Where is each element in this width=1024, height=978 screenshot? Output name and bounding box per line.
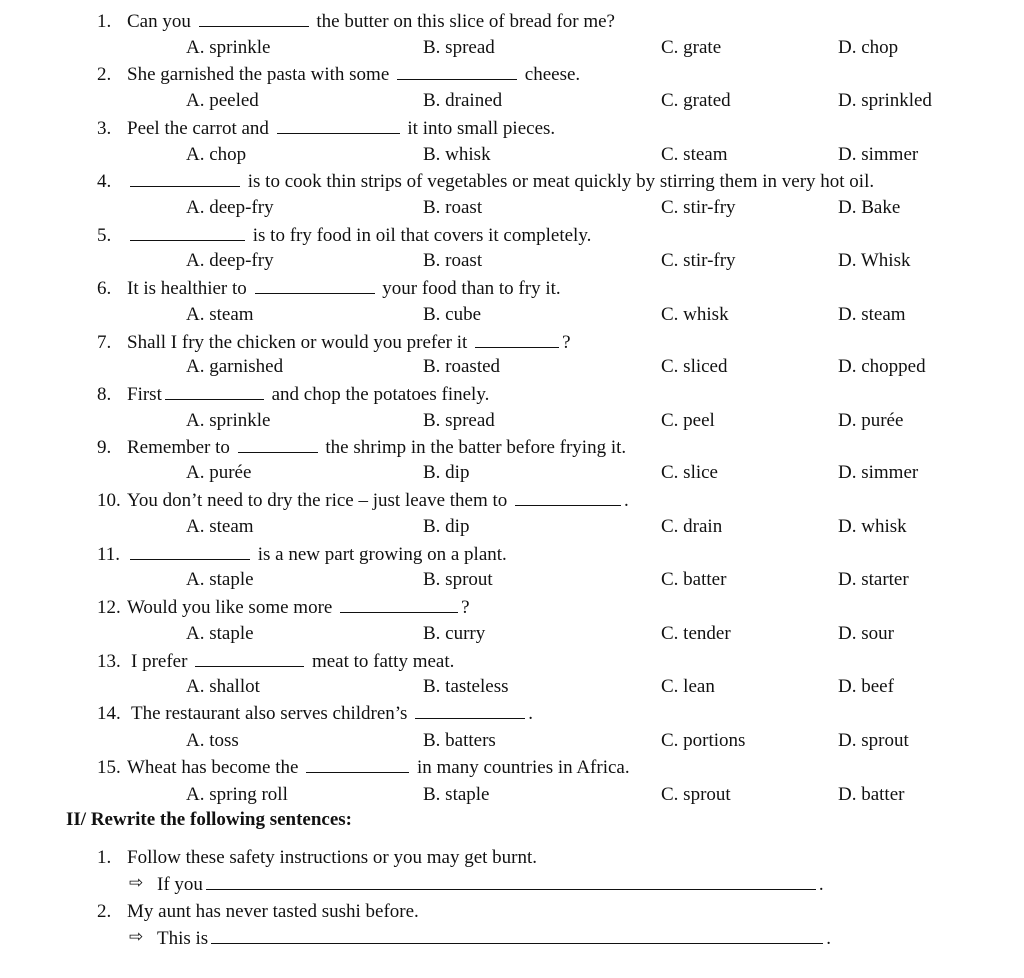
answer-blank[interactable] — [130, 226, 245, 241]
question-number: 8. — [97, 384, 112, 405]
option-a[interactable]: A. staple — [186, 569, 254, 590]
question-number: 6. — [97, 278, 112, 299]
question-text — [127, 279, 561, 298]
option-a[interactable]: A. staple — [186, 623, 254, 644]
option-a[interactable]: A. purée — [186, 462, 252, 483]
question-text-after: in many countries in Africa. — [412, 757, 630, 778]
option-c[interactable]: C. grate — [661, 37, 722, 58]
option-a[interactable]: A. toss — [186, 730, 239, 751]
answer-blank[interactable] — [211, 929, 823, 944]
option-b[interactable]: B. whisk — [423, 144, 491, 165]
question-text — [127, 545, 507, 564]
option-b[interactable]: B. spread — [423, 410, 495, 431]
option-c[interactable]: C. peel — [661, 410, 715, 431]
question-text-before: Peel the carrot and — [127, 118, 274, 139]
question-number: 12. — [97, 597, 121, 618]
option-d[interactable]: D. Bake — [838, 197, 901, 218]
option-b[interactable]: B. cube — [423, 304, 482, 325]
answer-blank[interactable] — [206, 875, 816, 890]
rewrite-number: 1. — [97, 847, 112, 868]
option-d[interactable]: D. sprinkled — [838, 90, 932, 111]
question-text-before: Remember to — [127, 437, 235, 458]
option-c[interactable]: C. stir-fry — [661, 250, 736, 271]
answer-blank[interactable] — [199, 12, 309, 27]
answer-blank[interactable] — [415, 704, 525, 719]
question-text-after: your food than to fry it. — [377, 278, 561, 299]
question-text-after: the shrimp in the batter before frying it. — [320, 437, 627, 458]
question-text-before: Would you like some more — [127, 597, 338, 618]
question-number: 13. — [97, 651, 121, 672]
option-c[interactable]: C. drain — [661, 516, 723, 537]
option-c[interactable]: C. grated — [661, 90, 731, 111]
question-number: 4. — [97, 171, 112, 192]
question-text-after: ? — [461, 597, 470, 618]
option-b[interactable]: B. tasteless — [423, 676, 509, 697]
option-c[interactable]: C. sliced — [661, 356, 728, 377]
question-text-after: . — [528, 703, 533, 724]
answer-blank[interactable] — [340, 598, 458, 613]
option-b[interactable]: B. drained — [423, 90, 503, 111]
question-text-before: Shall I fry the chicken or would you prefer it — [127, 332, 473, 353]
question-text-after: is to fry food in oil that covers it completely. — [248, 225, 592, 246]
question-number: 3. — [97, 118, 112, 139]
option-d[interactable]: D. whisk — [838, 516, 907, 537]
rewrite-number: 2. — [97, 901, 112, 922]
option-b[interactable]: B. roast — [423, 250, 483, 271]
option-a[interactable]: A. spring roll — [186, 784, 288, 805]
answer-blank[interactable] — [195, 652, 304, 667]
question-text-after: ? — [562, 332, 571, 353]
rewrite-answer — [157, 875, 824, 894]
question-text-before: She garnished the pasta with some — [127, 64, 395, 85]
answer-blank[interactable] — [238, 438, 318, 453]
question-text-after: cheese. — [520, 64, 581, 85]
option-d[interactable]: D. simmer — [838, 462, 919, 483]
option-a[interactable]: A. steam — [186, 516, 254, 537]
question-number: 7. — [97, 332, 112, 353]
answer-blank[interactable] — [130, 172, 240, 187]
question-number: 2. — [97, 64, 112, 85]
option-a[interactable]: A. shallot — [186, 676, 260, 697]
option-a[interactable]: A. deep-fry — [186, 250, 274, 271]
option-d[interactable]: D. purée — [838, 410, 904, 431]
option-c[interactable]: C. batter — [661, 569, 727, 590]
right-arrow-icon: ⇨ — [129, 873, 144, 893]
question-text-after: the butter on this slice of bread for me? — [311, 11, 615, 32]
question-text-after: meat to fatty meat. — [307, 651, 455, 672]
option-c[interactable]: C. stir-fry — [661, 197, 736, 218]
option-b[interactable]: B. dip — [423, 462, 470, 483]
option-d[interactable]: D. simmer — [838, 144, 919, 165]
option-a[interactable]: A. peeled — [186, 90, 259, 111]
option-d[interactable]: D. sour — [838, 623, 894, 644]
rewrite-end: . — [818, 874, 824, 895]
question-text-after: and chop the potatoes finely. — [266, 384, 490, 405]
option-c[interactable]: C. tender — [661, 623, 731, 644]
question-text — [127, 385, 489, 404]
rewrite-answer — [157, 929, 831, 948]
option-d[interactable]: D. Whisk — [838, 250, 911, 271]
option-a[interactable]: A. chop — [186, 144, 247, 165]
option-d[interactable]: D. batter — [838, 784, 905, 805]
option-b[interactable]: B. sprout — [423, 569, 493, 590]
question-text — [127, 333, 571, 352]
question-text — [131, 704, 533, 723]
option-b[interactable]: B. roasted — [423, 356, 501, 377]
option-d[interactable]: D. chop — [838, 37, 899, 58]
question-text-before: You don’t need to dry the rice – just leave them to — [127, 490, 513, 511]
question-text-before: I prefer — [131, 651, 193, 672]
question-text-after: . — [624, 490, 629, 511]
rewrite-prompt: If you — [157, 874, 203, 895]
rewrite-prompt: This is — [157, 928, 209, 949]
question-text-before: It is healthier to — [127, 278, 252, 299]
rewrite-sentence: Follow these safety instructions or you may get burnt. — [127, 847, 538, 868]
option-c[interactable]: C. lean — [661, 676, 715, 697]
question-text — [127, 598, 470, 617]
rewrite-sentence: My aunt has never tasted sushi before. — [127, 901, 419, 922]
answer-blank[interactable] — [277, 119, 400, 134]
option-d[interactable]: D. beef — [838, 676, 894, 697]
question-text — [127, 65, 580, 84]
question-text-before: Wheat has become the — [127, 757, 304, 778]
answer-blank[interactable] — [397, 65, 517, 80]
option-d[interactable]: D. sprout — [838, 730, 909, 751]
right-arrow-icon: ⇨ — [129, 927, 144, 947]
question-text-after: it into small pieces. — [402, 118, 556, 139]
answer-blank[interactable] — [306, 758, 409, 773]
option-a[interactable]: A. garnished — [186, 356, 284, 377]
question-text-before: First — [127, 384, 162, 405]
question-text — [127, 226, 591, 245]
option-b[interactable]: B. batters — [423, 730, 496, 751]
rewrite-end: . — [826, 928, 831, 949]
option-d[interactable]: D. steam — [838, 304, 906, 325]
option-a[interactable]: A. sprinkle — [186, 410, 271, 431]
question-text — [127, 438, 626, 457]
question-text — [127, 119, 555, 138]
question-number: 11. — [97, 544, 121, 565]
option-c[interactable]: C. portions — [661, 730, 746, 751]
question-text — [127, 12, 615, 31]
question-number: 1. — [97, 11, 112, 32]
option-a[interactable]: A. deep-fry — [186, 197, 274, 218]
answer-blank[interactable] — [515, 491, 621, 506]
option-b[interactable]: B. roast — [423, 197, 483, 218]
question-text — [131, 652, 454, 671]
option-b[interactable]: B. curry — [423, 623, 486, 644]
question-number: 10. — [97, 490, 121, 511]
answer-blank[interactable] — [130, 545, 250, 560]
answer-blank[interactable] — [475, 333, 559, 348]
option-b[interactable]: B. spread — [423, 37, 495, 58]
question-text — [127, 172, 874, 191]
question-number: 9. — [97, 437, 112, 458]
question-text-after: is a new part growing on a plant. — [253, 544, 507, 565]
option-c[interactable]: C. sprout — [661, 784, 731, 805]
question-text — [127, 758, 630, 777]
question-text-before: Can you — [127, 11, 196, 32]
answer-blank[interactable] — [165, 385, 264, 400]
section-heading: II/ Rewrite the following sentences: — [66, 809, 353, 830]
option-c[interactable]: C. slice — [661, 462, 718, 483]
question-text-before: The restaurant also serves children’s — [131, 703, 413, 724]
option-c[interactable]: C. steam — [661, 144, 728, 165]
option-a[interactable]: A. steam — [186, 304, 254, 325]
question-text — [127, 491, 629, 510]
option-a[interactable]: A. sprinkle — [186, 37, 271, 58]
option-c[interactable]: C. whisk — [661, 304, 729, 325]
option-b[interactable]: B. dip — [423, 516, 470, 537]
question-number: 15. — [97, 757, 121, 778]
answer-blank[interactable] — [255, 279, 375, 294]
question-number: 5. — [97, 225, 112, 246]
option-d[interactable]: D. starter — [838, 569, 909, 590]
question-text-after: is to cook thin strips of vegetables or meat quickly by stirring them in very hot oil. — [243, 171, 875, 192]
question-number: 14. — [97, 703, 121, 724]
option-d[interactable]: D. chopped — [838, 356, 926, 377]
option-b[interactable]: B. staple — [423, 784, 490, 805]
